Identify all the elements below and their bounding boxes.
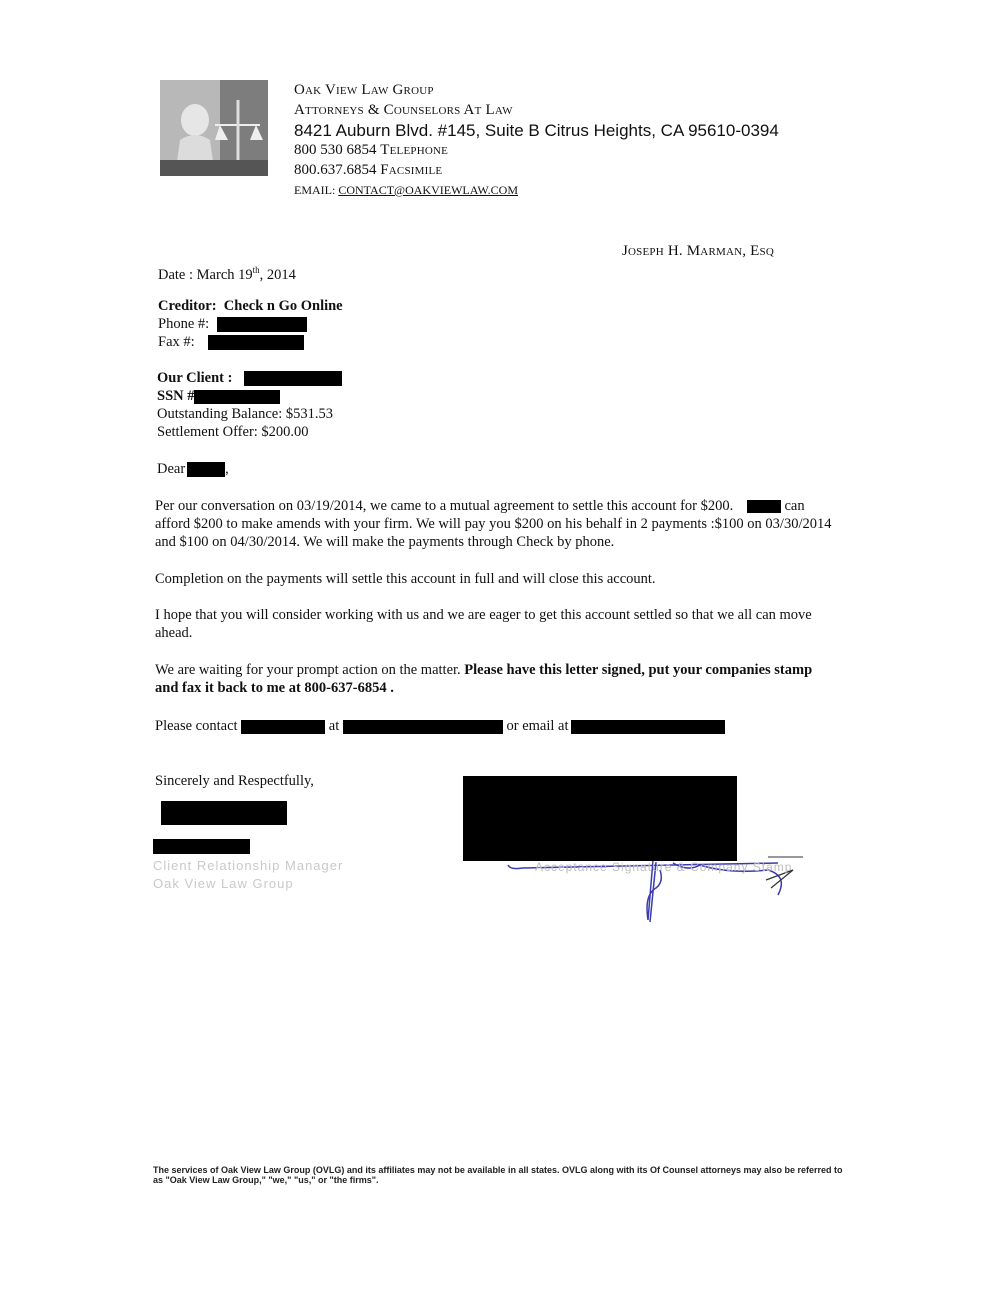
paragraph-completion: Completion on the payments will settle this account in full and will close this account. bbox=[155, 571, 656, 587]
firm-name: Oak View Law Group bbox=[294, 82, 434, 98]
attorney-name: Joseph H. Marman, Esq bbox=[622, 243, 774, 259]
firm-email bbox=[294, 183, 518, 198]
salutation-comma: , bbox=[225, 461, 229, 477]
creditor-name: Check n Go Online bbox=[223, 298, 343, 314]
stamp-redaction bbox=[463, 776, 737, 861]
contact-text-a: Please contact bbox=[155, 718, 238, 734]
creditor-label: Creditor: bbox=[158, 298, 217, 314]
signer-title: Client Relationship Manager bbox=[153, 858, 344, 873]
paragraph-agreement-a: Per our conversation on 03/19/2014, we came to a mutual agreement to settle this account for $200. bbox=[155, 498, 734, 514]
date-value: March 19 bbox=[196, 266, 253, 283]
firm-logo bbox=[160, 80, 268, 176]
salutation bbox=[157, 460, 229, 478]
creditor-line bbox=[158, 297, 558, 315]
paragraph-action-bold: Please have this letter signed, put your companies stamp and fax it back to me at 800-637-6854 . bbox=[155, 662, 813, 696]
signature-redaction bbox=[161, 801, 287, 825]
creditor-fax bbox=[158, 333, 558, 351]
email-label: EMAIL: bbox=[294, 183, 336, 197]
settlement-offer: Settlement Offer: $200.00 bbox=[157, 424, 309, 440]
paragraph-agreement-b: can afford $200 to make amends with your firm. We will pay you $200 on his behalf in 2 payments :$100 on 03/30/2014 and $100 on 04/30/2014. We will make the payments through Check by phone. bbox=[155, 498, 832, 550]
paragraph-hope: I hope that you will consider working with us and we are eager to get this account settled so that we all can move ahead. bbox=[155, 607, 812, 641]
redaction-bar bbox=[747, 500, 781, 513]
date-year: , 2014 bbox=[259, 266, 296, 283]
paragraph-action-normal: We are waiting for your prompt action on the matter. bbox=[155, 662, 461, 678]
paragraph-agreement bbox=[155, 497, 835, 551]
client-line bbox=[157, 369, 557, 387]
signer-org: Oak View Law Group bbox=[153, 876, 294, 891]
footer-disclaimer: The services of Oak View Law Group (OVLG) and its affiliates may not be available in all states. OVLG along with its Of Counsel attorneys may also be referred to as "Oak View Law Group," "we," "us," or "the firms". bbox=[153, 1165, 843, 1185]
fax-number: 800.637.6854 bbox=[294, 162, 377, 178]
creditor-block bbox=[158, 297, 558, 351]
contact-text-at: at bbox=[328, 718, 340, 734]
firm-tagline: Attorneys & Counselors At Law bbox=[294, 102, 513, 118]
redaction-bar bbox=[241, 720, 325, 734]
closing: Sincerely and Respectfully, bbox=[155, 773, 314, 789]
signer-name-redaction bbox=[153, 839, 250, 854]
ssn-label: SSN # bbox=[157, 388, 195, 404]
telephone-number: 800 530 6854 bbox=[294, 142, 377, 158]
letter-date bbox=[158, 261, 296, 284]
salutation-word: Dear bbox=[157, 461, 186, 477]
email-link[interactable]: CONTACT@OAKVIEWLAW.COM bbox=[338, 183, 518, 197]
client-label: Our Client : bbox=[157, 370, 233, 386]
date-suffix: th bbox=[252, 265, 260, 275]
contact-text-email: or email at bbox=[506, 718, 569, 734]
outstanding-balance: Outstanding Balance: $531.53 bbox=[157, 406, 333, 422]
redaction-bar bbox=[571, 720, 725, 734]
redaction-bar bbox=[343, 720, 503, 734]
creditor-fax-label: Fax #: bbox=[158, 334, 195, 350]
contact-line bbox=[155, 717, 855, 735]
redaction-bar bbox=[244, 371, 342, 386]
paragraph-action bbox=[155, 661, 835, 697]
firm-address: 8421 Auburn Blvd. #145, Suite B Citrus Heights, CA 95610-0394 bbox=[294, 121, 779, 140]
redaction-bar bbox=[208, 335, 304, 350]
creditor-phone bbox=[158, 315, 558, 333]
firm-fax bbox=[294, 162, 442, 179]
creditor-phone-label: Phone #: bbox=[158, 316, 210, 332]
redaction-bar bbox=[194, 390, 280, 404]
acceptance-label: Acceptance Signature & Company Stamp bbox=[535, 860, 793, 874]
ssn-line bbox=[157, 387, 557, 405]
firm-telephone bbox=[294, 142, 448, 159]
client-block bbox=[157, 369, 557, 441]
redaction-bar bbox=[187, 462, 225, 477]
scales-of-justice-icon bbox=[160, 80, 268, 176]
fax-label: Facsimile bbox=[380, 162, 443, 178]
redaction-bar bbox=[217, 317, 307, 332]
telephone-label: Telephone bbox=[380, 142, 449, 158]
date-label: Date : bbox=[158, 266, 194, 283]
